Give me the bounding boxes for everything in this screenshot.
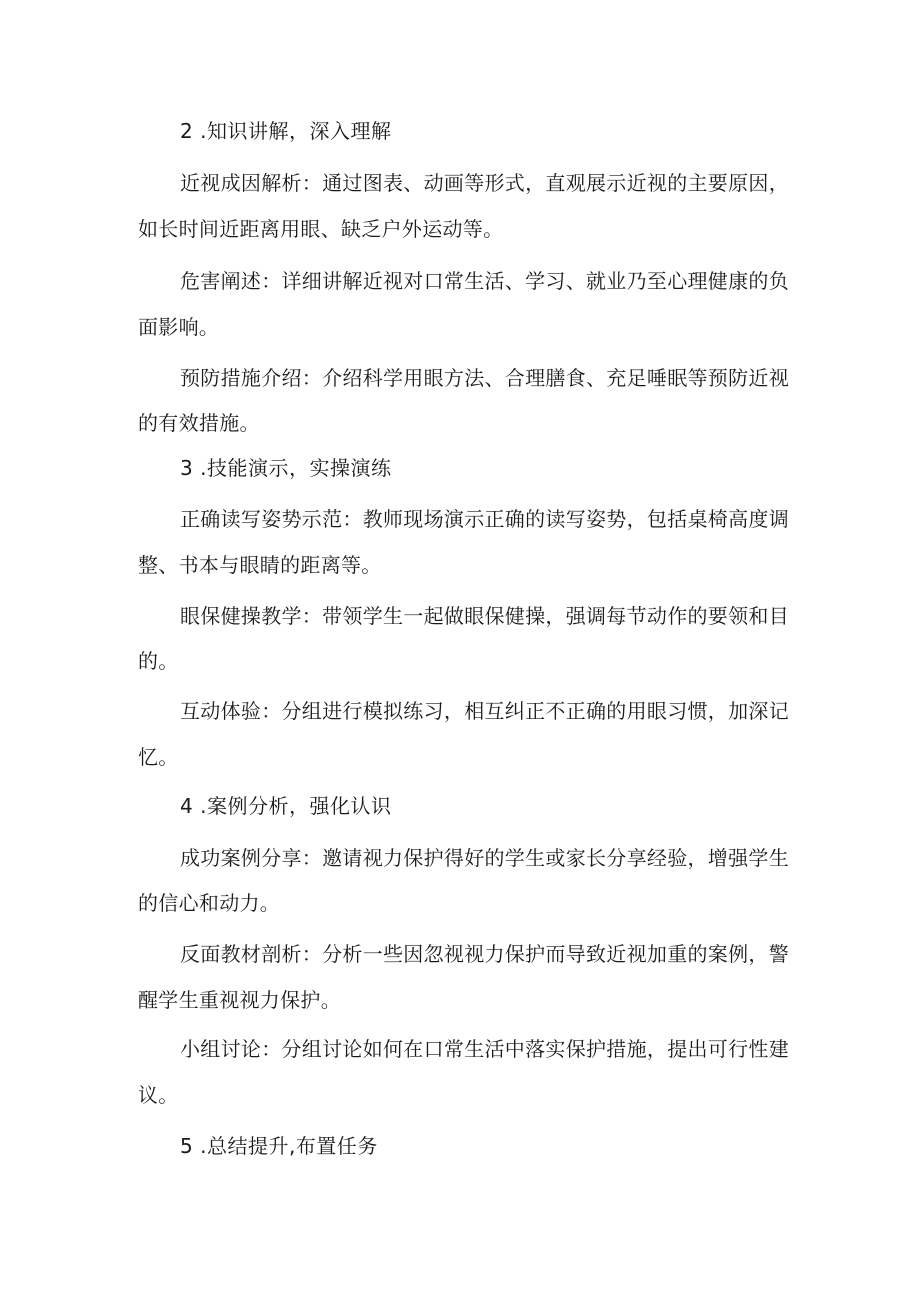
paragraph-line: 面影响。 bbox=[138, 315, 220, 339]
paragraph-line: 的。 bbox=[138, 649, 179, 673]
paragraph-line: 互动体验：分组进行模拟练习，相互纠正不正确的用眼习惯，加深记 bbox=[180, 699, 789, 723]
paragraph-line: 危害阐述：详细讲解近视对口常生活、学习、就业乃至心理健康的负 bbox=[180, 269, 789, 293]
paragraph-line: 成功案例分享：邀请视力保护得好的学生或家长分享经验，增强学生 bbox=[180, 846, 789, 870]
section-heading: 2 .知识讲解，深入理解 bbox=[180, 119, 392, 143]
paragraph-line: 如长时间近距离用眼、缺乏户外运动等。 bbox=[138, 217, 504, 241]
paragraph-line: 的有效措施。 bbox=[138, 411, 260, 435]
paragraph-line: 正确读写姿势示范：教师现场演示正确的读写姿势，包括桌椅高度调 bbox=[180, 507, 789, 531]
section-heading: 3 .技能演示，实操演练 bbox=[180, 456, 392, 480]
paragraph-line: 反面教材剖析：分析一些因忽视视力保护而导致近视加重的案例，警 bbox=[180, 942, 789, 966]
paragraph-line: 醒学生重视视力保护。 bbox=[138, 988, 341, 1012]
paragraph-line: 近视成因解析：通过图表、动画等形式，直观展示近视的主要原因， bbox=[180, 171, 789, 195]
section-heading: 5 .总结提升,布置任务 bbox=[180, 1134, 378, 1158]
paragraph-line: 忆。 bbox=[138, 745, 179, 769]
paragraph-line: 议。 bbox=[138, 1083, 179, 1107]
paragraph-line: 整、书本与眼睛的距离等。 bbox=[138, 553, 382, 577]
paragraph-line: 的信心和动力。 bbox=[138, 891, 281, 915]
paragraph-line: 眼保健操教学：带领学生一起做眼保健操，强调每节动作的要领和目 bbox=[180, 604, 789, 628]
paragraph-line: 小组讨论：分组讨论如何在口常生活中落实保护措施，提出可行性建 bbox=[180, 1037, 789, 1061]
section-heading: 4 .案例分析，强化认识 bbox=[180, 794, 392, 818]
paragraph-line: 预防措施介绍：介绍科学用眼方法、合理膳食、充足唾眠等预防近视 bbox=[180, 366, 789, 390]
